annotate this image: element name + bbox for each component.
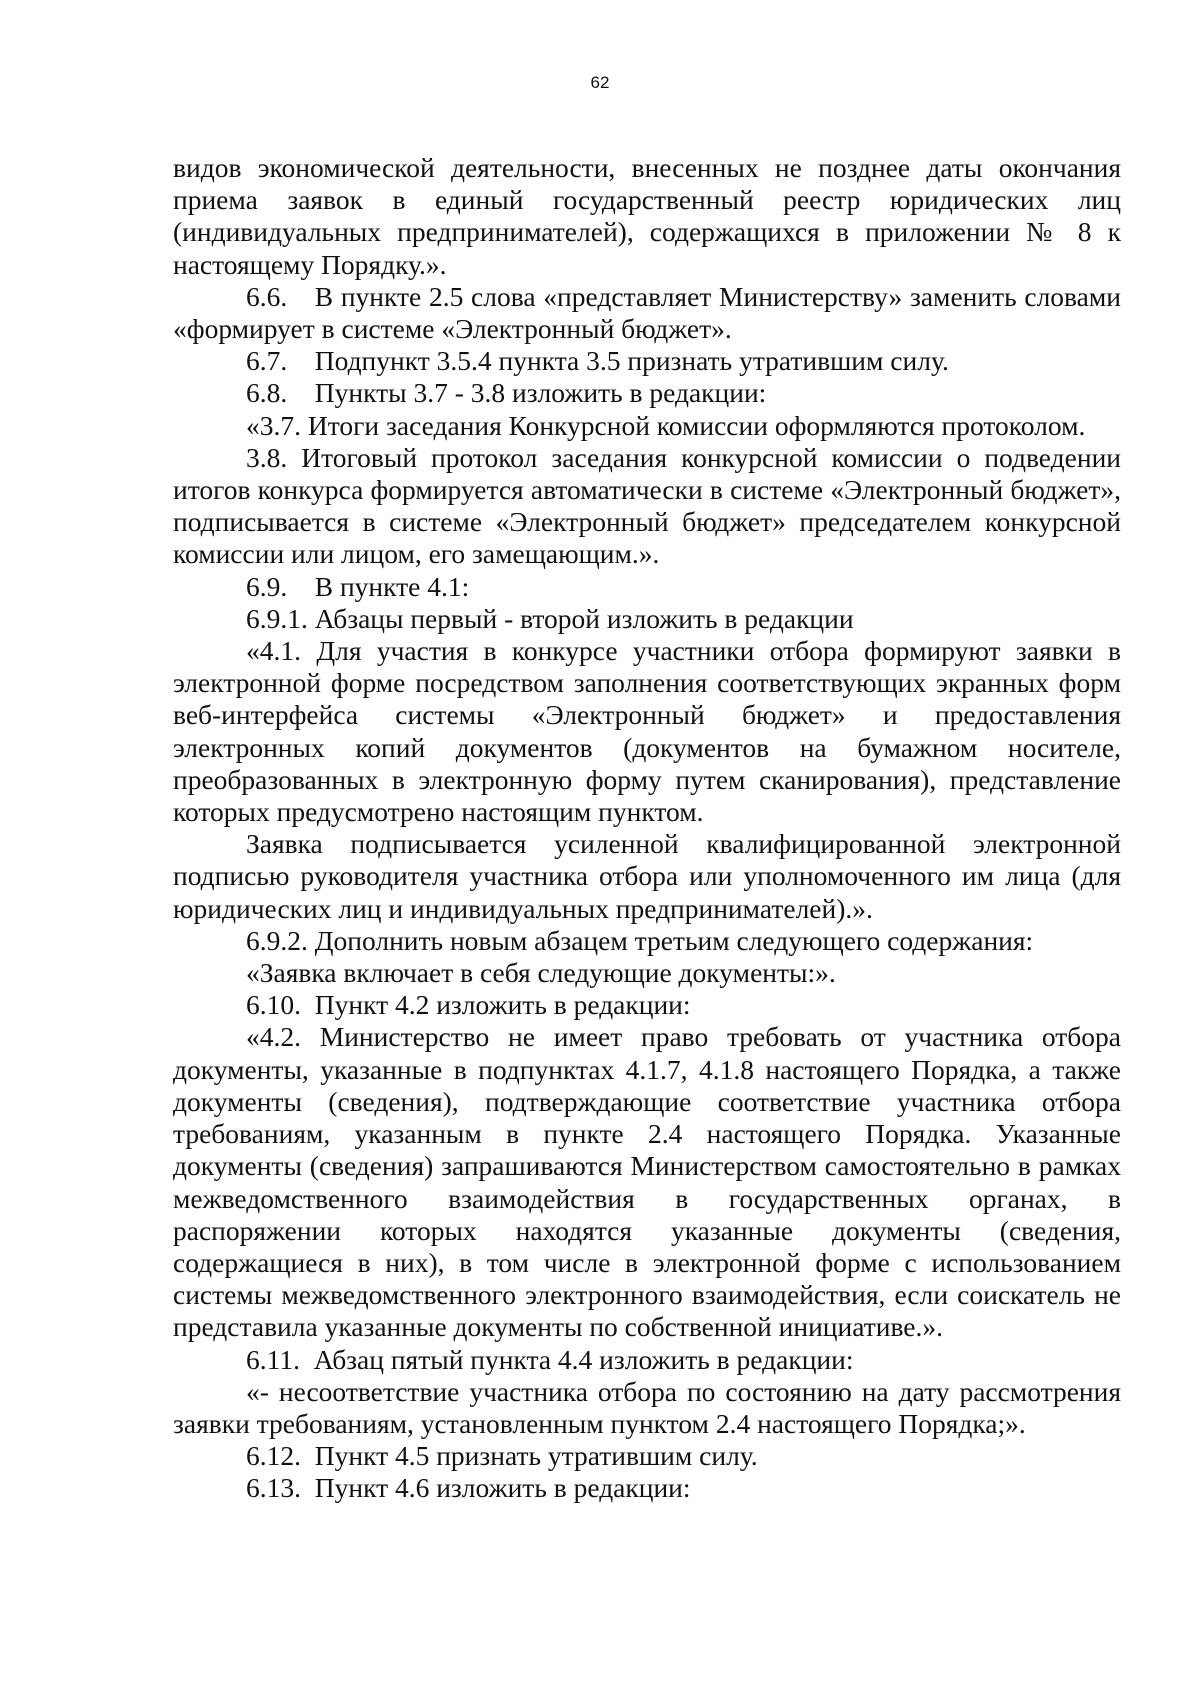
paragraph-signature-requirement: Заявка подписывается усиленной квалифицированной электронной подписью руководителя участника отбора или уполномоченного им лица (для юридических лиц и индивидуальных предпринимателей).».: [173, 828, 1121, 924]
paragraph-continuation: видов экономической деятельности, внесенных не позднее даты окончания приема заявок в единый государственный реестр юридических лиц (индивидуальных предпринимателей), содержащихся в приложении № 8 к настоящему Порядку.».: [173, 152, 1121, 280]
paragraph-documents-list-quote: «Заявка включает в себя следующие документы:».: [246, 957, 836, 989]
paragraph-6-10: 6.10. Пункт 4.2 изложить в редакции:: [246, 989, 691, 1021]
paragraph-3-8-quote: 3.8. Итоговый протокол заседания конкурсной комиссии о подведении итогов конкурса формируется автоматически в системе «Электронный бюджет», подписывается в системе «Электронный бюджет» председателем конкурсной комиссии или лицом, его замещающим.».: [173, 441, 1121, 570]
paragraph-6-6: 6.6. В пункте 2.5 слова «представляет Министерству» заменить словами «формирует в системе «Электронный бюджет».: [173, 280, 1121, 345]
paragraph-6-8: 6.8. Пункты 3.7 - 3.8 изложить в редакции:: [246, 377, 767, 409]
paragraph-6-12: 6.12. Пункт 4.5 признать утратившим силу.: [246, 1440, 758, 1472]
paragraph-6-7: 6.7. Подпункт 3.5.4 пункта 3.5 признать утратившим силу.: [246, 345, 949, 377]
paragraph-6-9-2: 6.9.2. Дополнить новым абзацем третьим следующего содержания:: [246, 924, 1034, 956]
paragraph-6-13: 6.13. Пункт 4.6 изложить в редакции:: [246, 1472, 691, 1504]
paragraph-4-2-quote: «4.2. Министерство не имеет право требовать от участника отбора документы, указанные в подпунктах 4.1.7, 4.1.8 настоящего Порядка, а также документы (сведения), подтверждающие соответствие участника отбора требованиям, указанным в пункте 2.4 настоящего Порядка. Указанные документы (сведения) запрашиваются Министерством самостоятельно в рамках межведомственного взаимодействия в государственных органах, в распоряжении которых находятся указанные документы (сведения, содержащиеся в них), в том числе в электронной форме с использованием системы межведомственного электронного взаимодействия, если соискатель не представила указанные документы по собственной инициативе.».: [173, 1021, 1121, 1343]
page-number: 62: [590, 73, 610, 92]
paragraph-6-9-1: 6.9.1. Абзацы первый - второй изложить в редакции: [246, 602, 854, 634]
paragraph-nonconformity-quote: «- несоответствие участника отбора по состоянию на дату рассмотрения заявки требованиям, установленным пунктом 2.4 настоящего Порядка;».: [173, 1375, 1121, 1439]
paragraph-3-7-quote: «3.7. Итоги заседания Конкурсной комиссии оформляются протоколом.: [246, 409, 1086, 441]
paragraph-6-9: 6.9. В пункте 4.1:: [246, 570, 470, 602]
paragraph-6-11: 6.11. Абзац пятый пункта 4.4 изложить в редакции:: [246, 1343, 854, 1375]
document-body: [173, 152, 1121, 1505]
paragraph-4-1-quote: «4.1. Для участия в конкурсе участники отбора формируют заявки в электронной форме посредством заполнения соответствующих экранных форм веб-интерфейса системы «Электронный бюджет» и предоставления электронных копий документов (документов на бумажном носителе, преобразованных в электронную форму путем сканирования), представление которых предусмотрено настоящим пунктом.: [173, 635, 1121, 828]
